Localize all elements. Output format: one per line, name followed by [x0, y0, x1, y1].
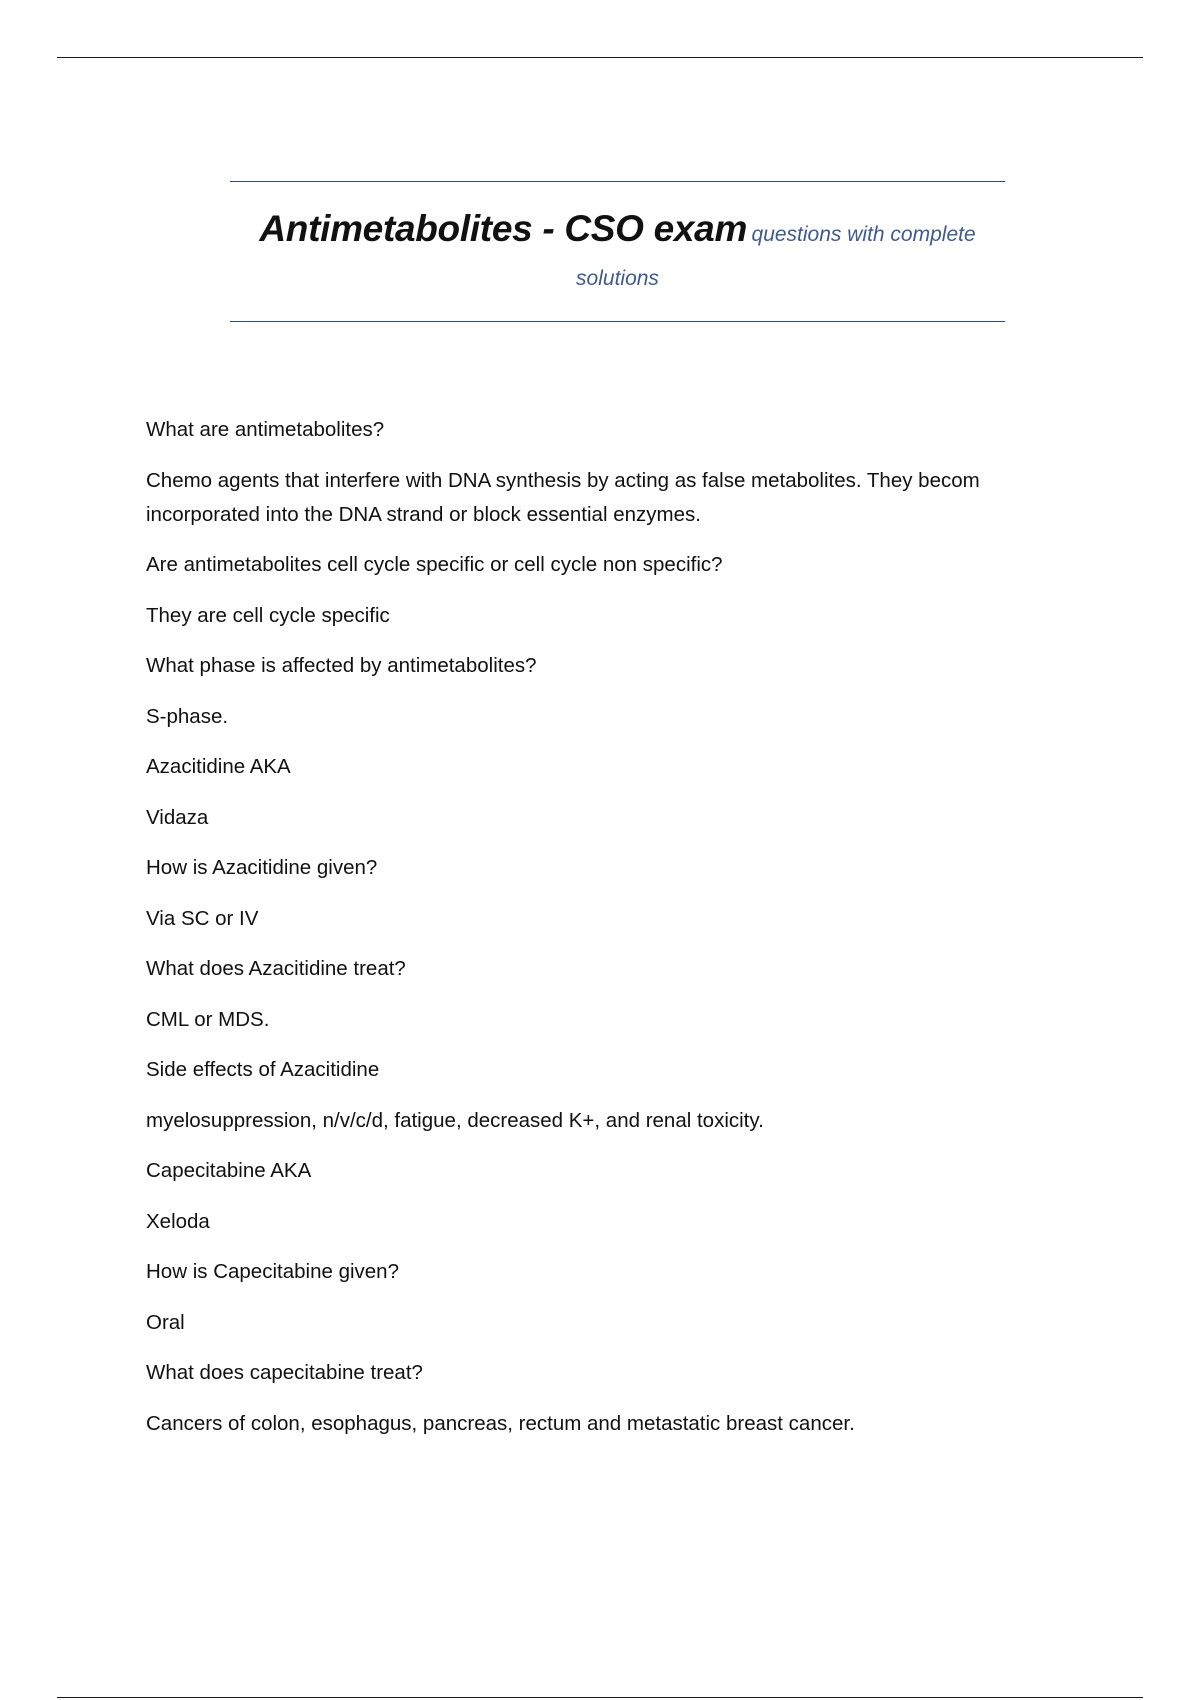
question-line: Capecitabine AKA [146, 1159, 312, 1182]
answer-line: Xeloda [146, 1209, 210, 1233]
answer-line: Via SC or IV [146, 906, 259, 930]
answer-line: Cancers of colon, esophagus, pancreas, rectum and metastatic breast cancer. [146, 1411, 855, 1435]
question-line: What does capecitabine treat? [146, 1361, 423, 1384]
document-subtitle: questions with complete solutions [576, 223, 976, 290]
question-line: What does Azacitidine treat? [146, 957, 406, 980]
page-top-rule [57, 57, 1143, 58]
question-line: Are antimetabolites cell cycle specific or cell cycle non specific? [146, 553, 723, 576]
page-bottom-rule [57, 1697, 1143, 1698]
answer-line: They are cell cycle specific [146, 603, 390, 627]
question-line: What are antimetabolites? [146, 418, 385, 441]
question-line: How is Azacitidine given? [146, 856, 378, 879]
question-line: What phase is affected by antimetabolites? [146, 654, 537, 677]
title-block [230, 181, 1005, 322]
question-line: How is Capecitabine given? [146, 1260, 399, 1283]
answer-line: CML or MDS. [146, 1007, 270, 1031]
qa-list [146, 413, 1076, 1457]
document-title: Antimetabolites - CSO exam [259, 208, 748, 249]
answer-line: myelosuppression, n/v/c/d, fatigue, decreased K+, and renal toxicity. [146, 1108, 764, 1132]
question-line: Azacitidine AKA [146, 755, 291, 778]
answer-line: Vidaza [146, 805, 209, 829]
question-line: Side effects of Azacitidine [146, 1058, 380, 1081]
answer-line: Chemo agents that interfere with DNA synthesis by acting as false metabolites. They becom incorporated into the DNA strand or block essential enzymes. [146, 468, 980, 526]
answer-line: S-phase. [146, 704, 229, 728]
answer-line: Oral [146, 1310, 185, 1334]
